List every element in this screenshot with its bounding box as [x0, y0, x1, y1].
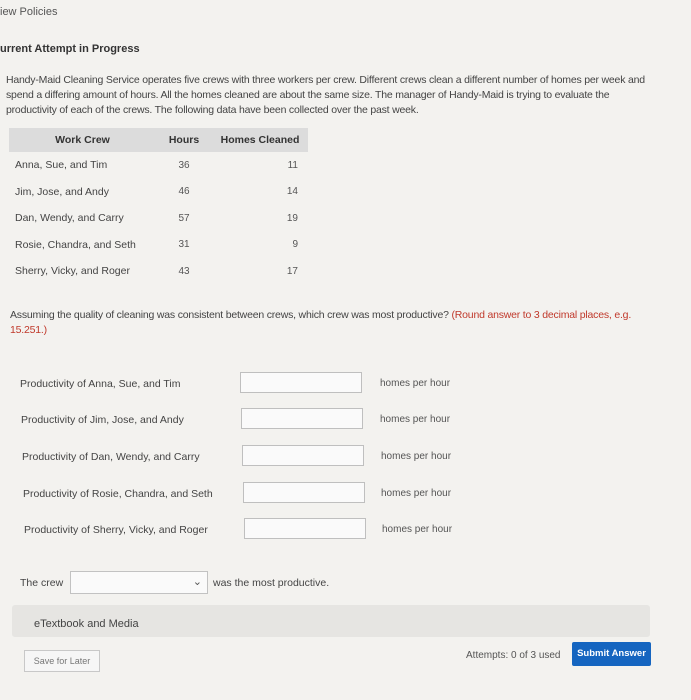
header-hours: Hours [156, 128, 212, 152]
view-policies-link[interactable]: iew Policies [0, 6, 58, 18]
crew-suffix-label: was the most productive. [213, 577, 330, 589]
table-header-row [9, 128, 308, 152]
productivity-input-rosie[interactable] [243, 482, 365, 503]
crew-homes: 17 [286, 265, 298, 277]
crew-homes: 11 [287, 159, 298, 171]
table-row [9, 179, 308, 206]
data-table [9, 128, 308, 285]
productivity-unit: homes per hour [381, 488, 452, 499]
table-row [9, 232, 308, 259]
crew-prefix-label: The crew [20, 577, 64, 589]
productivity-label: Productivity of Rosie, Chandra, and Seth [23, 488, 213, 500]
productivity-input-sherry[interactable] [244, 518, 366, 539]
submit-answer-button[interactable]: Submit Answer [572, 642, 651, 666]
problem-statement: Handy-Maid Cleaning Service operates five crews with three workers per crew. Different crews clean a different number of homes per week and spend a differing amount of hours. All the homes cleaned are about the same size. The manager of Handy-Maid is trying to evaluate the productivity of each of the crews. The following data have been collected over the past week. [6, 74, 645, 116]
rounding-hint: (Round answer to 3 decimal places, e.g. 15.251.) [10, 309, 632, 336]
crew-name: Sherry, Vicky, and Roger [15, 265, 130, 278]
table-row [9, 258, 308, 285]
productivity-unit: homes per hour [381, 451, 452, 462]
crew-name: Anna, Sue, and Tim [15, 159, 108, 172]
crew-hours: 31 [178, 239, 190, 251]
crew-hours: 36 [178, 159, 190, 171]
chevron-down-icon: ⌄ [192, 576, 202, 588]
header-homes-cleaned: Homes Cleaned [212, 128, 308, 152]
productivity-input-anna[interactable] [240, 372, 362, 393]
productivity-label: Productivity of Anna, Sue, and Tim [20, 378, 181, 390]
question-text [10, 308, 660, 338]
attempt-heading: urrent Attempt in Progress [0, 43, 140, 55]
table-row [9, 205, 308, 232]
etextbook-label: eTextbook and Media [34, 618, 139, 630]
crew-select[interactable] [70, 571, 208, 594]
productivity-unit: homes per hour [380, 414, 451, 425]
productivity-unit: homes per hour [380, 378, 451, 389]
crew-homes: 14 [286, 186, 298, 198]
header-work-crew: Work Crew [9, 128, 156, 152]
productivity-label: Productivity of Dan, Wendy, and Carry [22, 451, 200, 463]
question-body: Assuming the quality of cleaning was consistent between crews, which crew was most productive? [10, 309, 449, 321]
productivity-input-dan[interactable] [242, 445, 364, 466]
productivity-input-jim[interactable] [241, 408, 363, 429]
crew-homes: 9 [292, 239, 298, 251]
crew-homes: 19 [286, 212, 298, 224]
crew-name: Dan, Wendy, and Carry [15, 212, 124, 225]
crew-name: Rosie, Chandra, and Seth [15, 238, 136, 251]
table-row [9, 152, 308, 179]
crew-name: Jim, Jose, and Andy [15, 185, 109, 198]
etextbook-panel[interactable] [12, 605, 650, 637]
crew-hours: 57 [178, 212, 190, 224]
save-for-later-button[interactable]: Save for Later [24, 650, 100, 672]
productivity-label: Productivity of Sherry, Vicky, and Roger [24, 524, 208, 536]
productivity-unit: homes per hour [382, 524, 453, 535]
attempts-counter: Attempts: 0 of 3 used [466, 650, 561, 661]
crew-hours: 43 [178, 265, 190, 277]
crew-hours: 46 [178, 186, 190, 198]
productivity-label: Productivity of Jim, Jose, and Andy [21, 414, 184, 426]
